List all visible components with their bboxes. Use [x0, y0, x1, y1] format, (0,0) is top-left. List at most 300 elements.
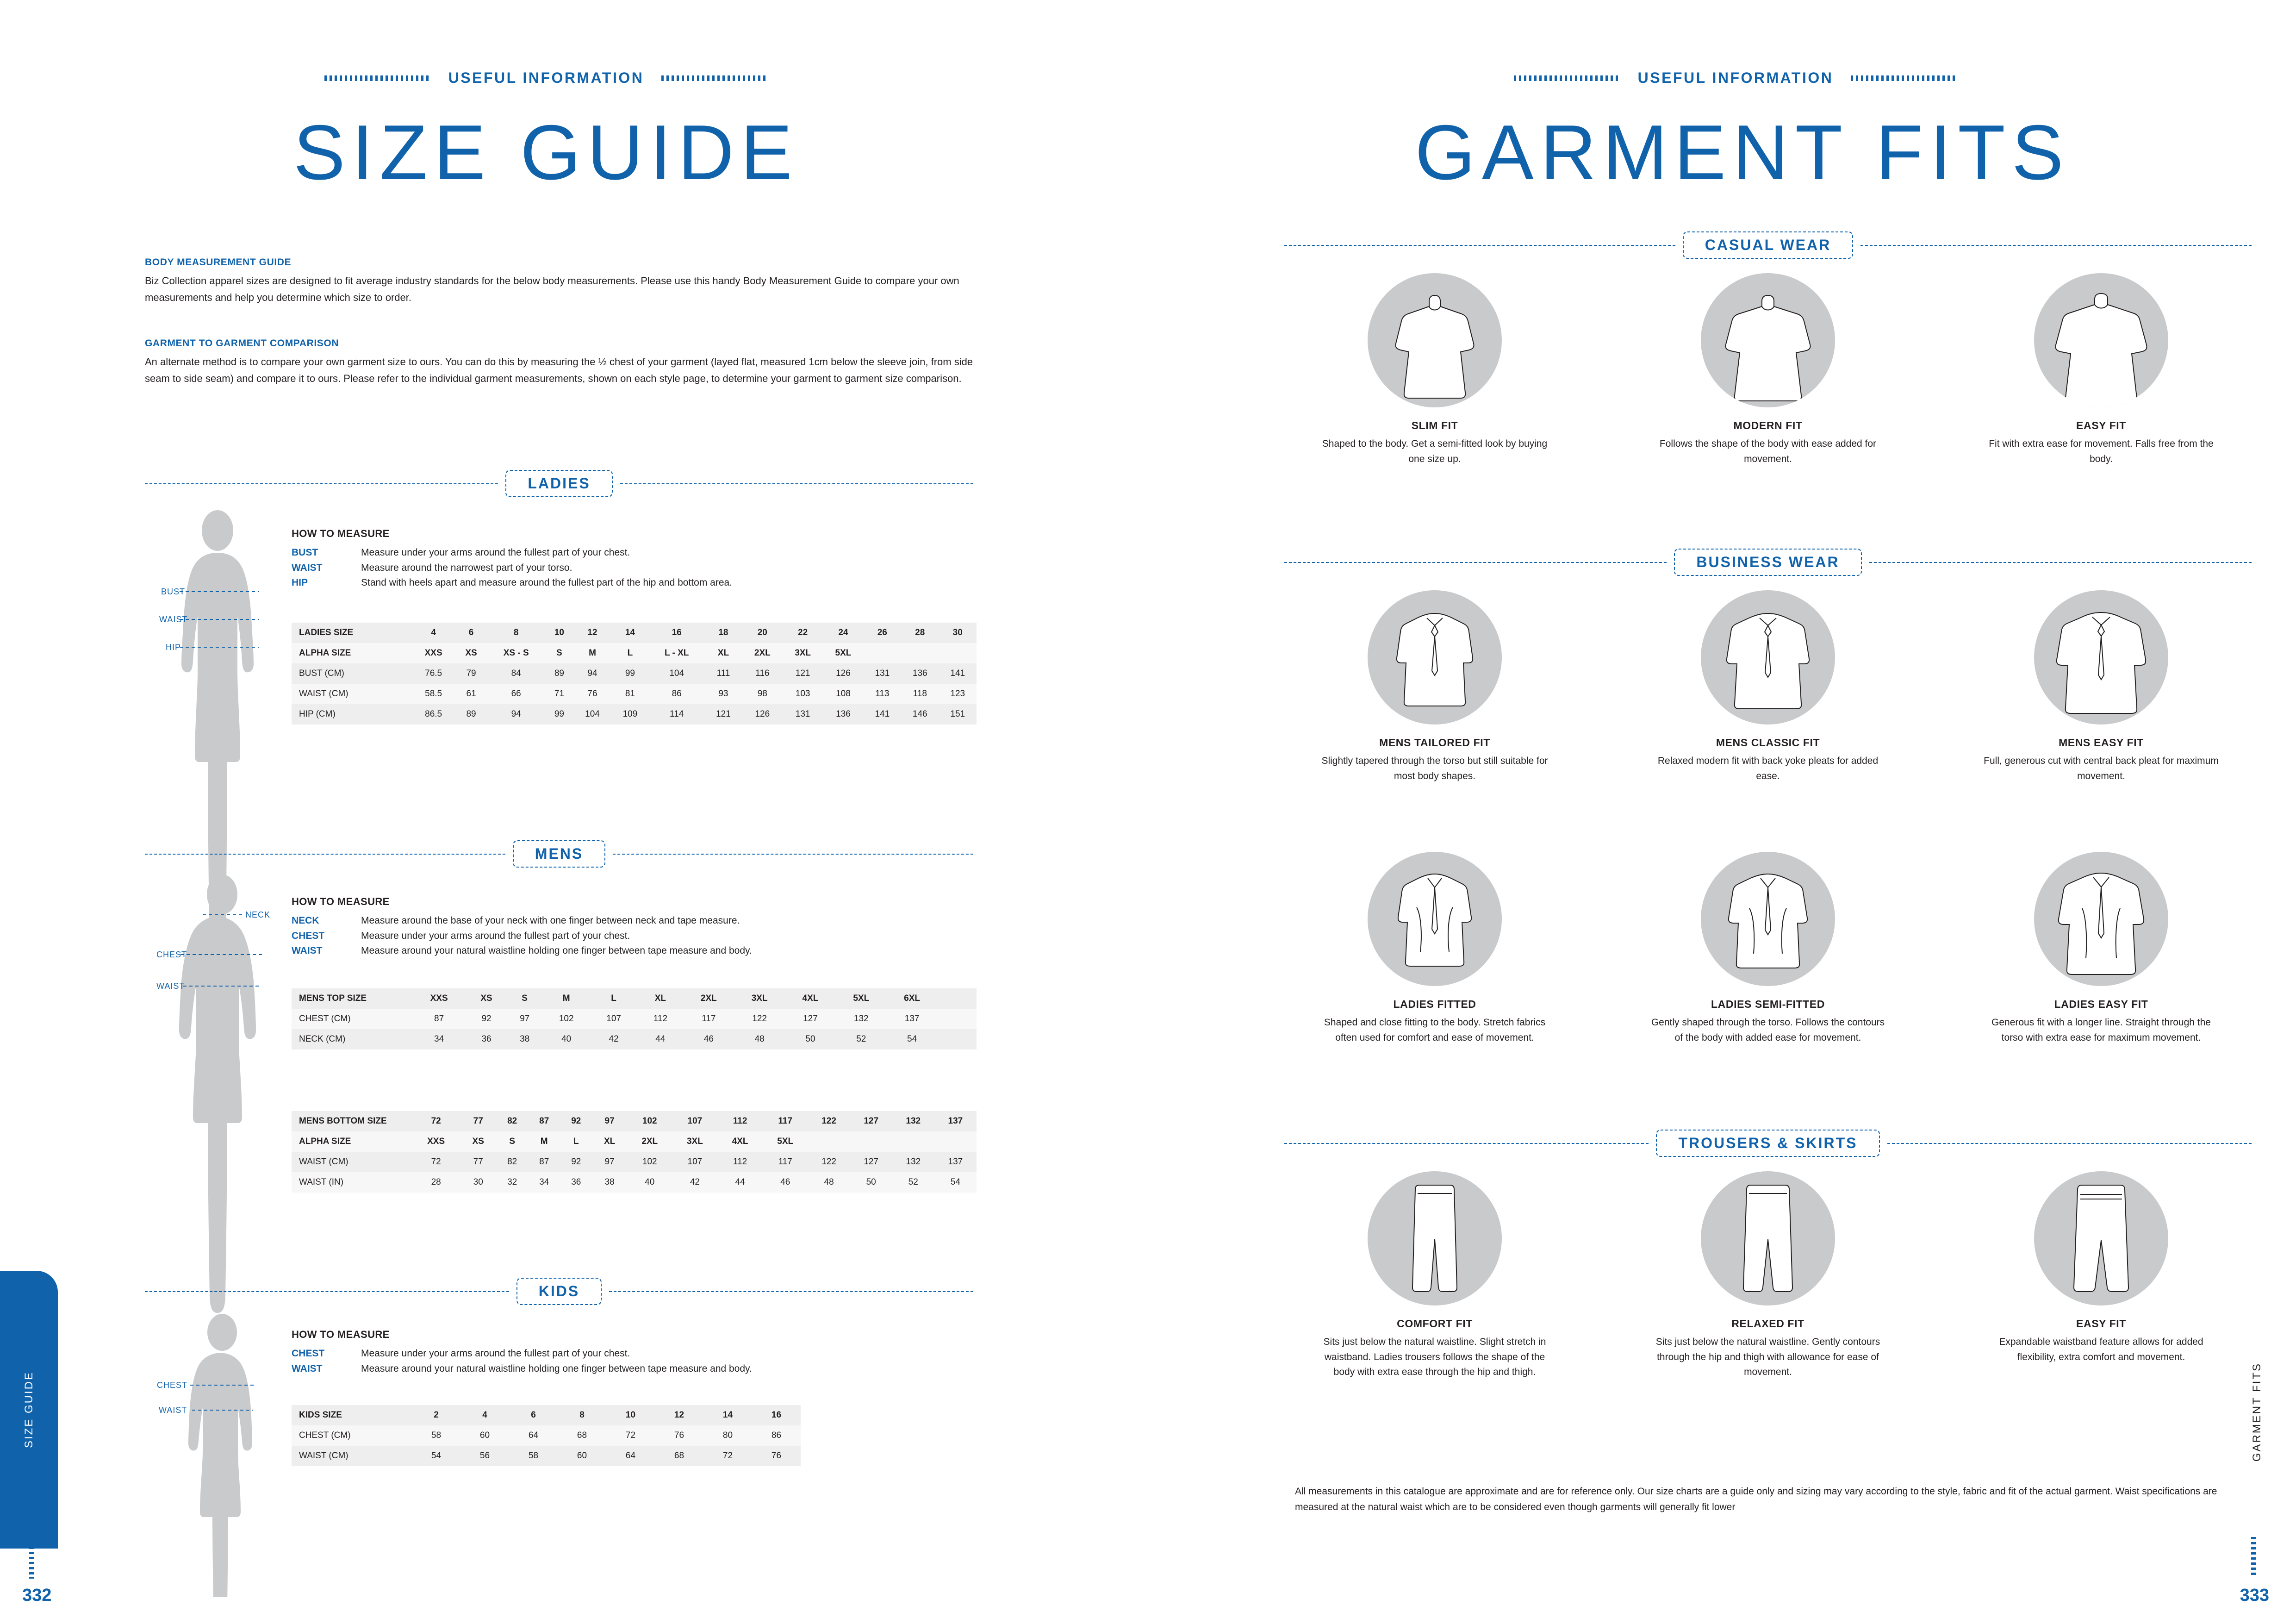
table-cell: 94: [587, 668, 597, 678]
table-cell: 102: [642, 1157, 657, 1167]
table-cell: S: [522, 993, 528, 1003]
table-cell: 6: [531, 1410, 536, 1420]
table-cell: 48: [754, 1034, 765, 1044]
table-cell: 102: [559, 1014, 574, 1024]
table-cell: 52: [856, 1034, 866, 1044]
table-cell: [964, 1029, 977, 1049]
table-cell: 122: [821, 1157, 836, 1167]
table-cell: 56: [479, 1451, 490, 1461]
table-cell: 87: [539, 1157, 549, 1167]
kids-how-to-measure: [292, 1329, 977, 1376]
table-cell: 97: [604, 1157, 615, 1167]
table-cell: 92: [571, 1116, 581, 1126]
table-cell: 36: [571, 1177, 581, 1187]
kids-howto-value: Measure under your arms around the fullest part of your chest.: [361, 1348, 630, 1359]
table-cell: 52: [908, 1177, 918, 1187]
table-cell: 48: [824, 1177, 834, 1187]
mens-silhouette-icon: [153, 870, 292, 1333]
table-cell: L - XL: [664, 648, 689, 658]
table-cell: 22: [798, 628, 808, 637]
fit-name: COMFORT FIT: [1397, 1318, 1473, 1330]
table-cell: 127: [803, 1014, 818, 1024]
trousers-skirts-fit-row: [1296, 1171, 2240, 1380]
table-cell: 92: [571, 1157, 581, 1167]
section-band-casual-wear: [1284, 231, 2252, 259]
mens-tailored-shirt-icon: [1368, 590, 1502, 725]
table-cell: 64: [528, 1430, 539, 1440]
fit-name: MENS TAILORED FIT: [1379, 737, 1490, 749]
table-cell: 126: [836, 668, 851, 678]
table-cell: 97: [520, 1014, 530, 1024]
table-row-label: WAIST (CM): [299, 1157, 348, 1167]
section-band-mens: [145, 840, 973, 868]
mens-howto-title: HOW TO MEASURE: [292, 896, 390, 907]
band-rule-right: [1887, 1143, 2252, 1144]
table-cell: 5XL: [835, 648, 852, 658]
table-cell: 93: [718, 689, 728, 699]
table-cell: 26: [877, 628, 887, 637]
table-cell: 126: [755, 709, 770, 719]
table-row: [292, 1172, 977, 1193]
table-cell: [934, 1131, 977, 1152]
mens-howto-value: Measure around the base of your neck with one finger between neck and tape measure.: [361, 915, 740, 926]
table-row-label: WAIST (CM): [299, 689, 348, 699]
table-cell: 132: [853, 1014, 869, 1024]
table-cell: 82: [507, 1157, 517, 1167]
mens-body-figure: [153, 870, 292, 1333]
table-row: [292, 1405, 801, 1425]
table-cell: 107: [606, 1014, 621, 1024]
table-cell: [808, 1131, 850, 1152]
ladies-fitted-shirt-icon: [1368, 852, 1502, 986]
band-label-kids: KIDS: [516, 1278, 602, 1305]
table-cell: 30: [952, 628, 963, 637]
table-row: [292, 643, 977, 663]
mens-classic-shirt-icon: [1701, 590, 1835, 725]
table-cell: 122: [821, 1116, 836, 1126]
band-label-trousers-skirts: TROUSERS & SKIRTS: [1656, 1130, 1879, 1157]
table-row-label: LADIES SIZE: [299, 628, 354, 637]
table-row-label: ALPHA SIZE: [299, 648, 351, 658]
fit-name: LADIES SEMI-FITTED: [1711, 998, 1825, 1010]
table-cell: 44: [735, 1177, 745, 1187]
band-rule-right: [1860, 245, 2252, 246]
fit-name: SLIM FIT: [1411, 419, 1458, 431]
fit-description: Gently shaped through the torso. Follows the contours of the body with added ease for movement.: [1651, 1017, 1885, 1043]
table-cell: 61: [466, 689, 476, 699]
table-cell: 42: [690, 1177, 700, 1187]
table-cell: 116: [755, 668, 770, 678]
ladies-howto-value: Stand with heels apart and measure around the fullest part of the hip and bottom area.: [361, 577, 733, 588]
table-cell: 54: [907, 1034, 917, 1044]
table-cell: 136: [836, 709, 851, 719]
fit-card-easy-fit-casual: [1962, 273, 2240, 467]
table-cell: [951, 988, 964, 1009]
band-rule-left: [1284, 562, 1667, 563]
table-cell: 99: [554, 709, 564, 719]
table-cell: 87: [539, 1116, 549, 1126]
table-cell: 103: [795, 689, 810, 699]
dash-rule-left: [324, 75, 431, 81]
table-cell: 3XL: [751, 993, 768, 1003]
comfort-fit-trousers-icon: [1368, 1171, 1502, 1305]
table-cell: 113: [875, 689, 890, 699]
table-cell: 92: [481, 1014, 492, 1024]
table-cell: 86.5: [425, 709, 442, 719]
table-cell: 64: [625, 1451, 636, 1461]
table-row: [292, 988, 977, 1009]
table-row: [292, 1009, 977, 1029]
mens-howto-key: NECK: [292, 915, 319, 926]
intro-body-measurement-guide: [145, 257, 973, 306]
mens-top-size-table: [292, 988, 977, 1049]
table-row: [292, 1152, 977, 1172]
table-cell: [938, 1029, 951, 1049]
table-cell: 107: [687, 1116, 703, 1126]
table-cell: 76.5: [425, 668, 442, 678]
table-cell: 122: [752, 1014, 767, 1024]
casual-wear-fit-row: [1296, 273, 2240, 467]
intro-text-1: Biz Collection apparel sizes are designed to fit average industry standards for the below body measurements. Please use this handy Body Measurement Guide to compare your own measurements and help you determine which size to order.: [145, 275, 959, 303]
table-cell: 107: [687, 1157, 703, 1167]
band-label-casual-wear: CASUAL WEAR: [1683, 231, 1853, 259]
table-cell: 99: [625, 668, 635, 678]
table-cell: [951, 1029, 964, 1049]
band-rule-left: [145, 1291, 509, 1292]
table-cell: 131: [875, 668, 890, 678]
table-row-label: HIP (CM): [299, 709, 336, 719]
ladies-figure-label-waist: WAIST: [159, 615, 188, 624]
table-row-label: KIDS SIZE: [299, 1410, 342, 1420]
table-cell: 42: [609, 1034, 619, 1044]
table-cell: 121: [795, 668, 810, 678]
ladies-howto-key: BUST: [292, 547, 318, 558]
table-cell: 8: [513, 628, 519, 637]
ladies-how-to-measure: [292, 528, 977, 591]
table-cell: 34: [434, 1034, 444, 1044]
table-cell: [938, 1009, 951, 1029]
table-row-label: MENS BOTTOM SIZE: [299, 1116, 387, 1126]
table-cell: 108: [836, 689, 851, 699]
kids-figure-label-chest: CHEST: [157, 1380, 188, 1390]
mens-howto-value: Measure under your arms around the fullest part of your chest.: [361, 930, 630, 941]
table-row: [292, 1425, 801, 1446]
table-cell: 80: [722, 1430, 733, 1440]
table-cell: 146: [912, 709, 927, 719]
table-cell: M: [562, 993, 570, 1003]
table-cell: XS: [472, 1137, 484, 1146]
table-row: [292, 1446, 801, 1466]
table-cell: 117: [778, 1157, 792, 1167]
table-cell: [951, 1009, 964, 1029]
table-cell: L: [611, 993, 616, 1003]
table-cell: XL: [604, 1137, 616, 1146]
table-cell: 32: [507, 1177, 517, 1187]
table-cell: M: [540, 1137, 548, 1146]
right-eyebrow-header: [1416, 69, 2055, 87]
fit-name: EASY FIT: [2076, 1318, 2126, 1330]
table-cell: 71: [554, 689, 564, 699]
table-cell: 111: [716, 668, 730, 678]
table-cell: 112: [733, 1116, 747, 1126]
mens-figure-label-chest: CHEST: [156, 950, 187, 959]
mens-figure-label-waist: WAIST: [156, 981, 185, 991]
table-cell: 137: [948, 1157, 963, 1167]
fit-description: Relaxed modern fit with back yoke pleats for added ease.: [1657, 756, 1879, 781]
table-cell: 137: [904, 1014, 920, 1024]
table-cell: 30: [473, 1177, 483, 1187]
table-cell: L: [627, 648, 633, 658]
mens-howto-key: CHEST: [292, 930, 325, 941]
table-cell: [892, 1131, 934, 1152]
kids-size-table-wrap: [292, 1405, 801, 1466]
table-cell: [901, 643, 939, 663]
table-cell: 3XL: [795, 648, 811, 658]
table-cell: 123: [950, 689, 965, 699]
side-tab-label: GARMENT FITS: [2251, 1362, 2263, 1462]
table-cell: 12: [674, 1410, 684, 1420]
table-cell: 44: [655, 1034, 666, 1044]
band-rule-left: [145, 483, 498, 484]
disclaimer-text: All measurements in this catalogue are approximate and are for reference only. Our size charts are a guide only and sizing may vary according to the style, fabric and fit of the actual garment. Waist specifications are measured at the natural waist which are to be considered even though garments will generally fit lower: [1295, 1486, 2217, 1512]
table-cell: 2XL: [641, 1137, 658, 1146]
kids-howto-row: [292, 1346, 977, 1362]
table-cell: 2XL: [754, 648, 771, 658]
table-cell: 117: [778, 1116, 793, 1126]
table-cell: 14: [722, 1410, 733, 1420]
table-cell: 81: [625, 689, 635, 699]
table-cell: 68: [577, 1430, 587, 1440]
table-cell: 102: [642, 1116, 657, 1126]
table-cell: 112: [733, 1157, 747, 1167]
table-cell: 86: [672, 689, 682, 699]
fit-description: Fit with extra ease for movement. Falls free from the body.: [1989, 438, 2214, 464]
table-row: [292, 1029, 977, 1049]
table-cell: 84: [511, 668, 521, 678]
relaxed-fit-trousers-icon: [1701, 1171, 1835, 1305]
table-cell: 127: [864, 1116, 879, 1126]
table-cell: XL: [717, 648, 729, 658]
intro-garment-to-garment: [145, 338, 973, 387]
table-cell: 8: [579, 1410, 585, 1420]
table-cell: 50: [805, 1034, 815, 1044]
table-cell: 12: [587, 628, 597, 637]
table-cell: 77: [473, 1116, 483, 1126]
table-cell: 36: [481, 1034, 492, 1044]
band-rule-left: [1284, 1143, 1649, 1144]
table-cell: 141: [875, 709, 890, 719]
kids-howto-key: CHEST: [292, 1348, 325, 1359]
page-number-left: 332: [22, 1586, 52, 1605]
kids-howto-title: HOW TO MEASURE: [292, 1329, 390, 1340]
fit-card-ladies-easy-fit: [1962, 852, 2240, 1045]
mens-easy-shirt-icon: [2034, 590, 2168, 725]
footer-dash-right: [2251, 1537, 2256, 1577]
table-cell: 121: [716, 709, 731, 719]
table-cell: XL: [654, 993, 666, 1003]
kids-howto-value: Measure around your natural waistline holding one finger between tape measure and body.: [361, 1363, 752, 1374]
table-cell: S: [509, 1137, 515, 1146]
eyebrow-label: USEFUL INFORMATION: [448, 69, 644, 86]
section-band-kids: [145, 1278, 973, 1305]
table-cell: XS: [480, 993, 492, 1003]
table-row: [292, 663, 977, 684]
table-cell: 2: [434, 1410, 439, 1420]
ladies-size-table-wrap: [292, 623, 977, 725]
eyebrow-label: USEFUL INFORMATION: [1637, 69, 1834, 86]
mens-how-to-measure: [292, 896, 977, 959]
band-rule-left: [1284, 245, 1675, 246]
fit-card-mens-classic-fit: [1629, 590, 1907, 784]
fit-card-mens-tailored-fit: [1296, 590, 1574, 784]
table-cell: 76: [587, 689, 597, 699]
table-cell: 141: [950, 668, 965, 678]
table-cell: 34: [539, 1177, 549, 1187]
table-cell: 3XL: [686, 1137, 703, 1146]
fit-card-comfort-fit: [1296, 1171, 1574, 1380]
mens-howto-row: [292, 929, 977, 944]
table-cell: 131: [795, 709, 810, 719]
table-cell: 20: [757, 628, 767, 637]
table-cell: 77: [473, 1157, 483, 1167]
side-tab-garment-fits: [2251, 1315, 2264, 1509]
table-cell: 16: [771, 1410, 782, 1420]
table-cell: XS: [465, 648, 477, 658]
table-row: [292, 623, 977, 643]
table-cell: 6XL: [904, 993, 921, 1003]
ladies-semi-fitted-shirt-icon: [1701, 852, 1835, 986]
table-cell: 58: [528, 1451, 539, 1461]
ladies-figure-label-hip: HIP: [166, 643, 181, 652]
table-cell: 4XL: [802, 993, 819, 1003]
table-cell: 58.5: [425, 689, 442, 699]
ladies-howto-row: [292, 575, 977, 591]
table-cell: 104: [585, 709, 600, 719]
ladies-size-table: [292, 623, 977, 725]
table-cell: [964, 988, 977, 1009]
ladies-howto-key: HIP: [292, 577, 308, 588]
left-eyebrow-header: [250, 69, 842, 87]
table-cell: XXS: [424, 648, 442, 658]
table-cell: 40: [645, 1177, 655, 1187]
table-cell: 118: [913, 689, 927, 699]
business-wear-mens-row: [1296, 590, 2240, 784]
table-row-label: ALPHA SIZE: [299, 1137, 351, 1146]
band-rule-right: [1869, 562, 2252, 563]
table-row-label: MENS TOP SIZE: [299, 993, 367, 1003]
table-cell: 46: [780, 1177, 790, 1187]
table-cell: 72: [431, 1157, 441, 1167]
table-cell: [938, 988, 951, 1009]
table-cell: 58: [431, 1430, 442, 1440]
fit-description: Follows the shape of the body with ease added for movement.: [1659, 438, 1877, 464]
kids-figure-label-waist: WAIST: [159, 1405, 187, 1415]
ladies-figure-label-bust: BUST: [161, 587, 186, 596]
band-label-ladies: LADIES: [505, 470, 612, 497]
section-band-ladies: [145, 470, 973, 497]
dash-rule-left: [1514, 75, 1620, 81]
ladies-howto-row: [292, 561, 977, 576]
fit-description: Full, generous cut with central back pleat for maximum movement.: [1984, 756, 2219, 781]
fit-name: LADIES FITTED: [1393, 998, 1476, 1010]
fit-card-easy-fit-trousers: [1962, 1171, 2240, 1380]
mens-figure-label-neck: NECK: [245, 910, 271, 919]
table-cell: [964, 1009, 977, 1029]
table-cell: L: [573, 1137, 579, 1146]
band-label-mens: MENS: [513, 840, 605, 868]
fit-name: LADIES EASY FIT: [2054, 998, 2148, 1010]
table-cell: 104: [669, 668, 684, 678]
table-cell: [939, 643, 977, 663]
fit-name: MODERN FIT: [1733, 419, 1803, 431]
table-cell: 28: [915, 628, 925, 637]
table-row: [292, 1131, 977, 1152]
table-row: [292, 684, 977, 704]
table-cell: 89: [466, 709, 476, 719]
fit-name: RELAXED FIT: [1731, 1318, 1804, 1330]
table-cell: 137: [948, 1116, 963, 1126]
fit-description: Sits just below the natural waistline. Gently contours through the hip and thigh with allowance for ease of movement.: [1655, 1337, 1880, 1378]
table-cell: 5XL: [853, 993, 870, 1003]
table-cell: 109: [622, 709, 638, 719]
table-cell: 50: [866, 1177, 876, 1187]
table-cell: 114: [670, 709, 684, 719]
fit-description: Expandable waistband feature allows for added flexibility, extra comfort and movement.: [1999, 1337, 2203, 1362]
intro-text-2: An alternate method is to compare your own garment size to ours. You can do this by measuring the ½ chest of your garment (layed flat, measured 1cm below the sleeve join, from side seam to side seam) and compare it to ours. Please refer to the individual garment measurements, shown on each style page, to determine your garment to garment size comparison.: [145, 356, 973, 384]
band-label-business-wear: BUSINESS WEAR: [1674, 549, 1861, 576]
table-cell: 40: [561, 1034, 572, 1044]
modern-fit-tee-icon: [1701, 273, 1835, 407]
table-row-label: CHEST (CM): [299, 1014, 351, 1024]
page-title-garment-fits: GARMENT FITS: [1415, 109, 2070, 196]
intro-heading-2: GARMENT TO GARMENT COMPARISON: [145, 338, 339, 349]
ladies-howto-title: HOW TO MEASURE: [292, 528, 390, 539]
table-cell: 24: [838, 628, 848, 637]
table-cell: XS - S: [503, 648, 529, 658]
dash-rule-right: [661, 75, 768, 81]
fit-card-mens-easy-fit: [1962, 590, 2240, 784]
band-rule-right: [620, 483, 973, 484]
page-number-right: 333: [2240, 1586, 2269, 1605]
table-cell: 72: [625, 1430, 636, 1440]
kids-howto-key: WAIST: [292, 1363, 323, 1374]
table-row-label: WAIST (IN): [299, 1177, 344, 1187]
fit-card-ladies-fitted: [1296, 852, 1574, 1045]
table-row-label: CHEST (CM): [299, 1430, 351, 1440]
table-cell: 132: [906, 1157, 921, 1167]
table-cell: S: [556, 648, 562, 658]
fit-description: Generous fit with a longer line. Straight through the torso with extra ease for maximum movement.: [1991, 1017, 2211, 1043]
mens-bottom-size-table-wrap: [292, 1111, 977, 1193]
table-cell: 54: [431, 1451, 442, 1461]
fit-name: EASY FIT: [2076, 419, 2126, 431]
table-cell: 76: [771, 1451, 782, 1461]
ladies-howto-value: Measure around the narrowest part of your torso.: [361, 562, 572, 573]
page-title-size-guide: SIZE GUIDE: [293, 109, 799, 196]
side-tab-size-guide: [0, 1271, 58, 1549]
easy-fit-tee-icon: [2034, 273, 2168, 407]
table-cell: 4XL: [732, 1137, 748, 1146]
table-cell: 4: [482, 1410, 487, 1420]
table-cell: 6: [468, 628, 474, 637]
table-cell: [864, 643, 901, 663]
fit-description: Slightly tapered through the torso but still suitable for most body shapes.: [1321, 756, 1548, 781]
table-cell: 60: [577, 1451, 587, 1461]
band-rule-left: [145, 854, 505, 855]
table-cell: 97: [604, 1116, 615, 1126]
table-cell: M: [589, 648, 596, 658]
ladies-howto-value: Measure under your arms around the fullest part of your chest.: [361, 547, 630, 558]
